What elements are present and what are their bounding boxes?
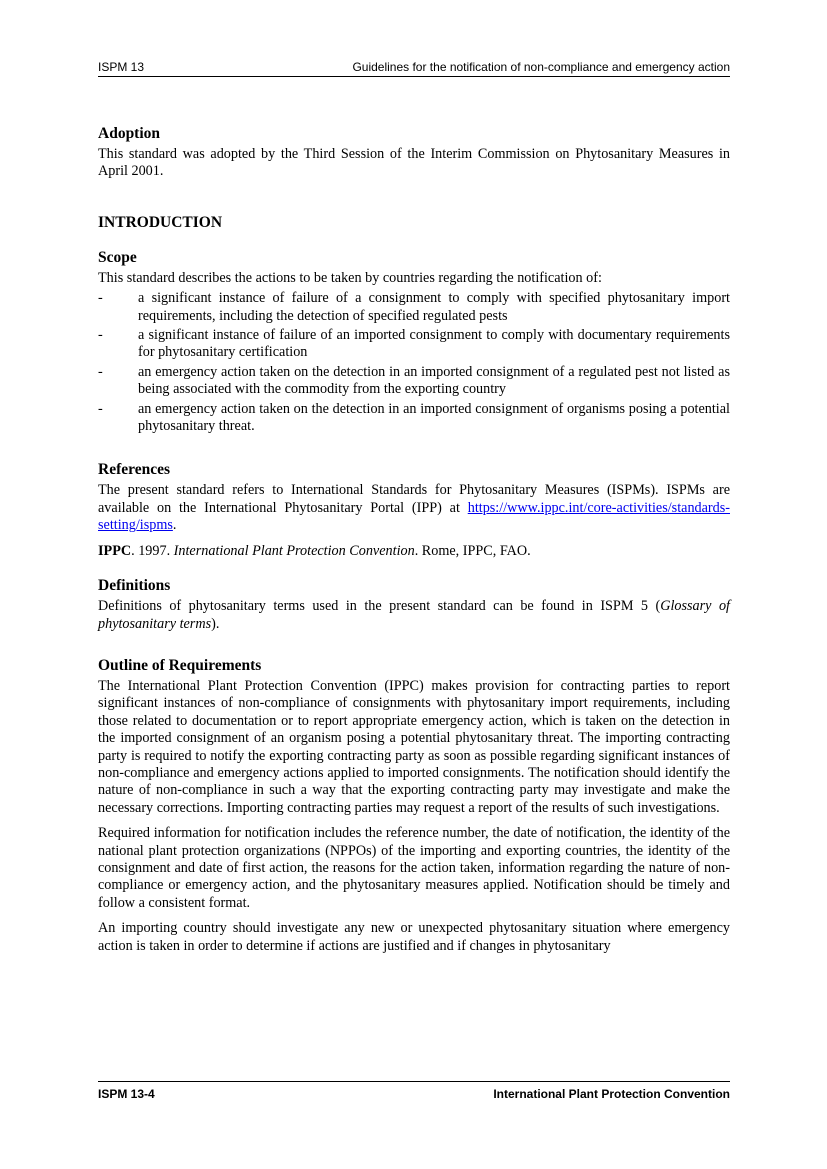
ispms-link[interactable]: https://www.ippc.int/core-activities/standards-setting/ispms bbox=[98, 499, 730, 534]
scope-section bbox=[98, 249, 730, 436]
list-item bbox=[98, 327, 730, 362]
outline-paragraph: The International Plant Protection Convention (IPPC) makes provision for contracting parties to report significant instances of non-compliance of consignments with phytosanitary import requirements, including those related to documentation or to report appropriate emergency action, which is taken on the detection in the imported consignment of an organism posing a potential phytosanitary threat. The importing contracting party is required to notify the exporting contracting party as soon as possible regarding significant instances of non-compliance and emergency actions applied to imported consignments. The notification should identify the nature of non-compliance in such a way that the exporting contracting party may investigate and make the necessary corrections. Importing contracting parties may request a report of the results of such investigations. bbox=[98, 677, 730, 816]
scope-item-text: a significant instance of failure of a consignment to comply with specified phytosanitary import requirements, including the detection of specified regulated pests bbox=[138, 290, 730, 324]
adoption-text: This standard was adopted by the Third Session of the Interim Commission on Phytosanitary Measures in April 2001. bbox=[98, 146, 730, 180]
scope-item-text: an emergency action taken on the detection in an imported consignment of a regulated pest not listed as being associated with the commodity from the exporting country bbox=[138, 363, 730, 398]
scope-heading: Scope bbox=[98, 248, 137, 266]
introduction-heading: INTRODUCTION bbox=[98, 213, 223, 231]
definitions-heading: Definitions bbox=[98, 577, 171, 595]
outline-paragraph: An importing country should investigate any new or unexpected phytosanitary situation where emergency action is taken in order to determine if actions are justified and if changes in phytosanitary bbox=[98, 920, 730, 954]
dash-bullet: - bbox=[98, 327, 103, 344]
running-footer bbox=[98, 1081, 730, 1101]
page-content bbox=[98, 125, 730, 955]
glossary-title: Glossary of phytosanitary terms bbox=[98, 598, 730, 632]
outline-heading: Outline of Requirements bbox=[98, 656, 262, 674]
definitions-text bbox=[98, 598, 730, 633]
references-citation bbox=[98, 543, 730, 560]
scope-list bbox=[98, 290, 730, 435]
references-heading: References bbox=[98, 461, 171, 479]
references-text-body: The present standard refers to International Standards for Phytosanitary Measures (ISPMs). ISPMs are available on the International Phytosanitary Portal (IPP) at bbox=[98, 482, 730, 516]
citation-publisher: . Rome, IPPC, FAO. bbox=[414, 542, 531, 559]
definitions-text-end: ). bbox=[211, 615, 220, 632]
list-item bbox=[98, 364, 730, 399]
header-standard-number: ISPM 13 bbox=[98, 60, 145, 74]
scope-intro: This standard describes the actions to be taken by countries regarding the notification of: bbox=[98, 269, 602, 286]
dash-bullet: - bbox=[98, 400, 103, 417]
adoption-heading: Adoption bbox=[98, 125, 161, 142]
citation-title: International Plant Protection Convention bbox=[173, 542, 415, 559]
list-item bbox=[98, 401, 730, 436]
citation-year: . 1997. bbox=[131, 542, 174, 559]
scope-item-text: a significant instance of failure of an imported consignment to comply with documentary requirements for phytosanitary certification bbox=[138, 327, 730, 361]
definitions-text-body: Definitions of phytosanitary terms used in the present standard can be found in ISPM 5 ( bbox=[98, 598, 661, 615]
running-header bbox=[98, 60, 730, 77]
dash-bullet: - bbox=[98, 290, 103, 307]
references-section bbox=[98, 461, 730, 560]
adoption-section bbox=[98, 125, 730, 181]
references-text-end: . bbox=[172, 517, 177, 534]
footer-page-number: ISPM 13-4 bbox=[98, 1087, 155, 1101]
dash-bullet: - bbox=[98, 363, 103, 380]
definitions-section bbox=[98, 577, 730, 633]
outline-section bbox=[98, 657, 730, 955]
list-item bbox=[98, 290, 730, 325]
header-standard-title: Guidelines for the notification of non-compliance and emergency action bbox=[352, 60, 730, 74]
citation-author: IPPC bbox=[98, 542, 132, 559]
scope-item-text: an emergency action taken on the detection in an imported consignment of organisms posing a potential phytosanitary threat. bbox=[138, 400, 730, 435]
outline-paragraph: Required information for notification includes the reference number, the date of notification, the identity of the national plant protection organizations (NPPOs) of the importing and exporting countries, the identity of the consignment and date of first action, the reasons for the action taken, information regarding the nature of non-compliance or emergency action, and the phytosanitary measures applied. Notification should be timely and follow a consistent format. bbox=[98, 825, 730, 911]
references-text bbox=[98, 482, 730, 534]
footer-organization: International Plant Protection Convention bbox=[493, 1087, 730, 1101]
